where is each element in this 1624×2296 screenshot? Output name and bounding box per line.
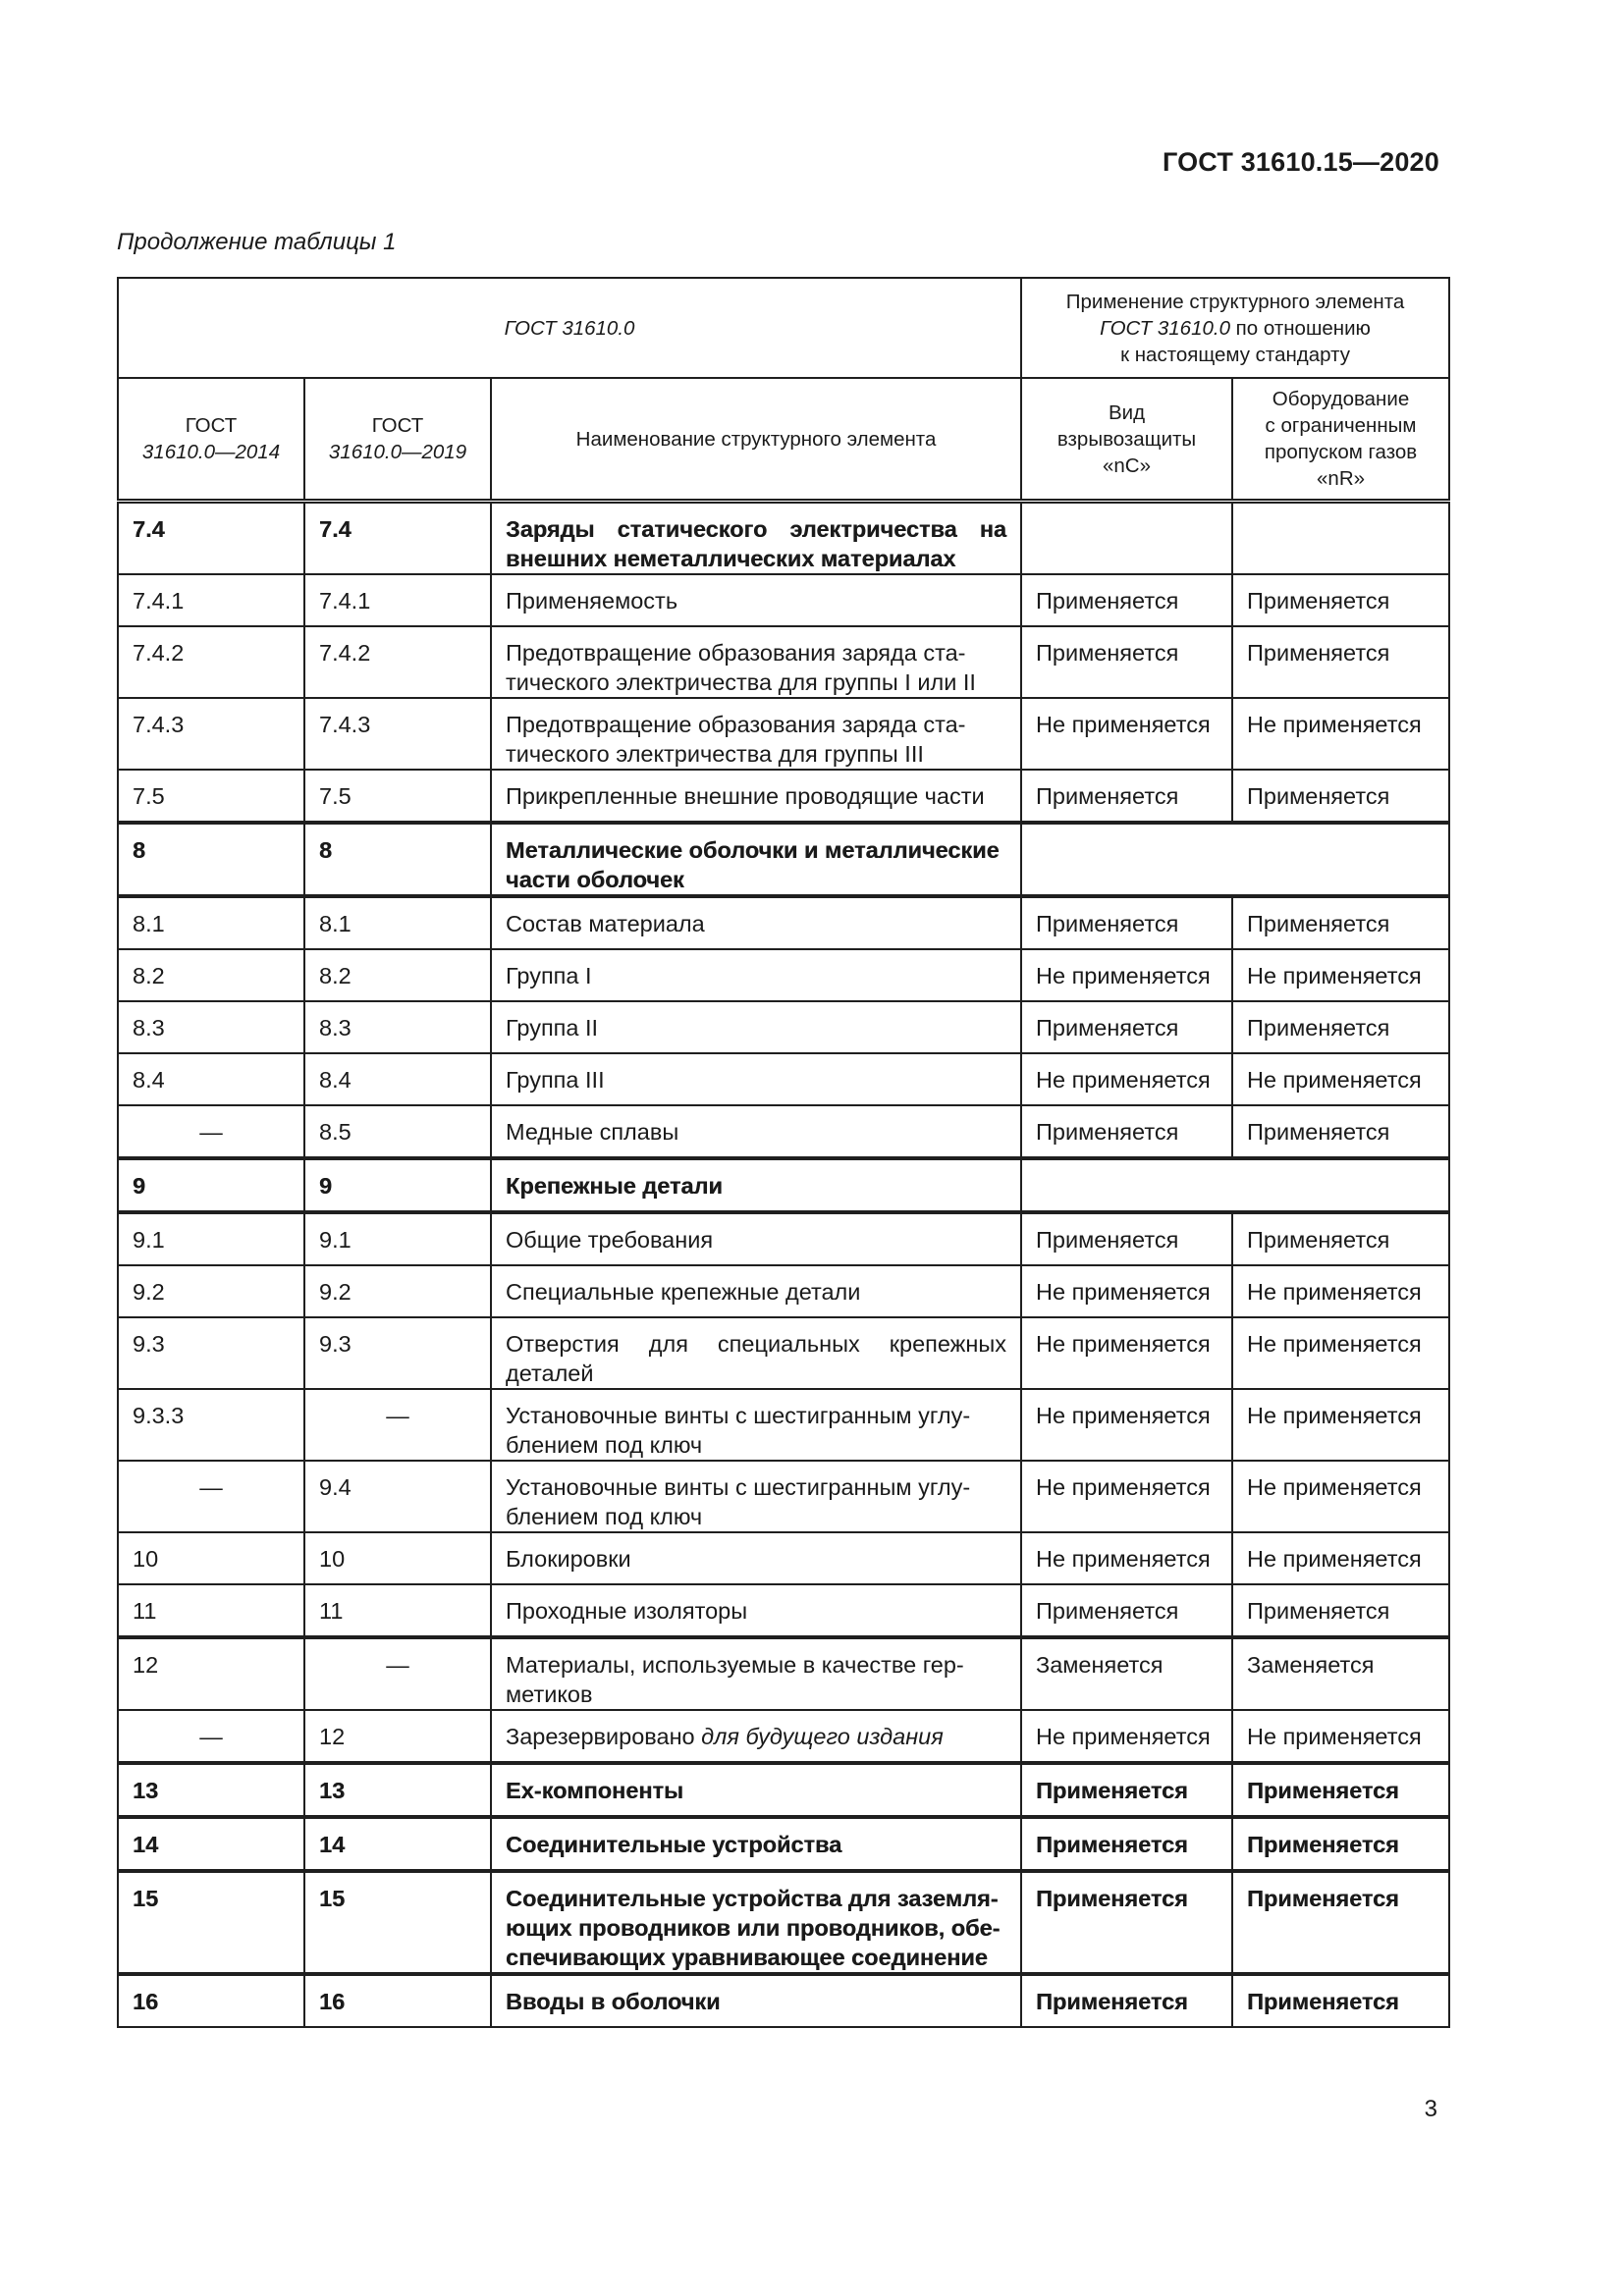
cell-clause-2014: —	[199, 1119, 223, 1145]
cell-nc: Не применяется	[1036, 1724, 1211, 1749]
cell-clause-2014: 9.1	[133, 1227, 165, 1253]
cell-element-name: Металлические оболочки и металлические части оболочек	[506, 837, 1000, 892]
cell-nc: Применяется	[1036, 783, 1179, 809]
cell-nr: Не применяется	[1247, 1724, 1422, 1749]
cell-element-name: Применяемость	[506, 588, 678, 614]
cell-nr: Применяется	[1247, 783, 1390, 809]
cell-nr: Не применяется	[1247, 1067, 1422, 1093]
header-col-2014: ГОСТ 31610.0—2014	[118, 378, 304, 502]
cell-clause-2014: 15	[133, 1886, 159, 1911]
cell-nc: Применяется	[1036, 1598, 1179, 1624]
cell-clause-2019: 12	[319, 1724, 346, 1749]
cell-clause-2019: 8.2	[319, 963, 352, 988]
cell-clause-2019: —	[386, 1403, 409, 1428]
table-row	[118, 1389, 1449, 1461]
cell-clause-2014: 7.4	[133, 516, 165, 542]
cell-element-name: Проходные изоляторы	[506, 1598, 748, 1624]
cell-clause-2019: 8.1	[319, 911, 352, 936]
cell-element-name: Материалы, используемые в качестве гер- метиков	[506, 1652, 964, 1707]
cell-clause-2019: 7.4.3	[319, 712, 371, 737]
cell-clause-2014: 8.4	[133, 1067, 165, 1093]
cell-nr: Не применяется	[1247, 1474, 1422, 1500]
cell-element-name: Общие требования	[506, 1227, 714, 1253]
cell-nr: Применяется	[1247, 588, 1390, 614]
cell-element-name: Соединительные устройства для заземля- ющих проводников или проводников, обе- спечивающих уравнивающее соединение	[506, 1886, 1001, 1970]
header-col-2019: ГОСТ 31610.0—2019	[304, 378, 491, 502]
cell-element-name: Прикрепленные внешние проводящие части	[506, 783, 985, 809]
cell-nr: Не применяется	[1247, 1279, 1422, 1305]
cell-nc: Заменяется	[1036, 1652, 1164, 1678]
cell-clause-2014: 11	[133, 1598, 157, 1624]
cell-nr	[1232, 502, 1449, 575]
table-row	[118, 1532, 1449, 1584]
table-row	[118, 949, 1449, 1001]
table-row	[118, 1053, 1449, 1105]
cell-nr: Применяется	[1247, 1886, 1399, 1911]
table-row	[118, 574, 1449, 626]
cell-clause-2019: 16	[319, 1989, 346, 2014]
table-row	[118, 1584, 1449, 1637]
document-code: ГОСТ 31610.15—2020	[1162, 147, 1439, 177]
cell-element-name: Заряды статического электричества на внешних неметаллических материалах	[506, 516, 1007, 571]
table-row	[118, 1265, 1449, 1317]
cell-clause-2014: 16	[133, 1989, 159, 2014]
cell-clause-2014: 8.1	[133, 911, 165, 936]
cell-clause-2019: 8.5	[319, 1119, 352, 1145]
table-row	[118, 1871, 1449, 1974]
cell-clause-2019: 9.1	[319, 1227, 352, 1253]
gost-correspondence-table	[117, 277, 1450, 2028]
cell-element-name: Группа III	[506, 1067, 605, 1093]
cell-nc: Применяется	[1036, 1886, 1188, 1911]
cell-nr: Заменяется	[1247, 1652, 1375, 1678]
cell-element-name: Ex-компоненты	[506, 1778, 684, 1803]
header-application-group: Применение структурного элемента ГОСТ 31610.0 по отношению к настоящему стандарту	[1021, 278, 1449, 378]
table-continuation-caption: Продолжение таблицы 1	[117, 229, 397, 255]
cell-nr: Не применяется	[1247, 963, 1422, 988]
cell-nc: Не применяется	[1036, 1474, 1211, 1500]
cell-clause-2014: 13	[133, 1778, 159, 1803]
table-row	[118, 896, 1449, 949]
cell-element-name: Крепежные детали	[506, 1173, 723, 1199]
table-row	[118, 1974, 1449, 2027]
cell-nr: Применяется	[1247, 1015, 1390, 1041]
table-row	[118, 1212, 1449, 1265]
cell-clause-2014: 7.5	[133, 783, 165, 809]
table-row	[118, 1317, 1449, 1389]
cell-nc	[1021, 502, 1232, 575]
cell-nr: Применяется	[1247, 1227, 1390, 1253]
cell-clause-2014: 12	[133, 1652, 159, 1678]
cell-application-merged	[1021, 1158, 1449, 1212]
cell-nc: Не применяется	[1036, 712, 1211, 737]
cell-nc: Применяется	[1036, 1832, 1188, 1857]
table-row	[118, 1105, 1449, 1158]
cell-clause-2019: 8	[319, 837, 333, 863]
cell-nc: Применяется	[1036, 911, 1179, 936]
cell-nc: Применяется	[1036, 640, 1179, 666]
cell-element-name: Специальные крепежные детали	[506, 1279, 861, 1305]
header-col-name: Наименование структурного элемента	[491, 378, 1021, 502]
cell-clause-2019: 11	[319, 1598, 344, 1624]
cell-element-name: Предотвращение образования заряда ста- тического электричества для группы I или II	[506, 640, 976, 695]
header-gost-group: ГОСТ 31610.0	[118, 278, 1021, 378]
cell-clause-2019: 8.4	[319, 1067, 352, 1093]
cell-nc: Применяется	[1036, 1015, 1179, 1041]
table-row	[118, 1817, 1449, 1871]
page-number: 3	[1424, 2096, 1437, 2122]
table-row	[118, 502, 1449, 575]
table-row	[118, 1001, 1449, 1053]
cell-element-name: Предотвращение образования заряда ста- тического электричества для группы III	[506, 712, 966, 767]
table-row	[118, 1461, 1449, 1532]
cell-nc: Не применяется	[1036, 1546, 1211, 1572]
cell-clause-2014: 9.2	[133, 1279, 165, 1305]
cell-nr: Применяется	[1247, 1119, 1390, 1145]
cell-element-name: Установочные винты с шестигранным углу- блением под ключ	[506, 1403, 971, 1458]
header-col-nr: Оборудование с ограниченным пропуском газов «nR»	[1232, 378, 1449, 502]
table-row	[118, 1763, 1449, 1817]
cell-nc: Не применяется	[1036, 963, 1211, 988]
cell-nr: Применяется	[1247, 1832, 1399, 1857]
cell-clause-2019: 7.4.1	[319, 588, 371, 614]
table-row	[118, 1710, 1449, 1763]
table-row	[118, 770, 1449, 823]
cell-nr: Применяется	[1247, 1598, 1390, 1624]
cell-nc: Применяется	[1036, 1119, 1179, 1145]
cell-clause-2019: 14	[319, 1832, 346, 1857]
cell-nr: Применяется	[1247, 1778, 1399, 1803]
cell-element-name: Вводы в оболочки	[506, 1989, 721, 2014]
cell-clause-2014: 7.4.2	[133, 640, 185, 666]
cell-nc: Не применяется	[1036, 1331, 1211, 1357]
cell-clause-2014: 14	[133, 1832, 159, 1857]
cell-nr: Применяется	[1247, 911, 1390, 936]
cell-clause-2014: 9.3.3	[133, 1403, 185, 1428]
cell-nr: Не применяется	[1247, 1331, 1422, 1357]
cell-application-merged	[1021, 823, 1449, 896]
cell-clause-2019: 9.2	[319, 1279, 352, 1305]
cell-clause-2019: 9.4	[319, 1474, 352, 1500]
cell-clause-2014: 9	[133, 1173, 146, 1199]
cell-clause-2019: 7.5	[319, 783, 352, 809]
cell-clause-2019: 9.3	[319, 1331, 352, 1357]
cell-nr: Применяется	[1247, 1989, 1399, 2014]
cell-clause-2014: 7.4.1	[133, 588, 185, 614]
cell-nr: Не применяется	[1247, 1403, 1422, 1428]
table-row	[118, 1158, 1449, 1212]
cell-clause-2019: 10	[319, 1546, 346, 1572]
cell-clause-2019: 8.3	[319, 1015, 352, 1041]
cell-clause-2019: 9	[319, 1173, 333, 1199]
cell-clause-2019: 15	[319, 1886, 346, 1911]
cell-nc: Применяется	[1036, 588, 1179, 614]
cell-element-name: Состав материала	[506, 911, 705, 936]
cell-clause-2019: 7.4.2	[319, 640, 371, 666]
cell-clause-2014: —	[199, 1724, 223, 1749]
cell-element-name: Отверстия для специальных крепежных деталей	[506, 1331, 1007, 1386]
cell-nc: Применяется	[1036, 1989, 1188, 2014]
cell-clause-2019: —	[386, 1652, 409, 1678]
cell-clause-2014: 7.4.3	[133, 712, 185, 737]
cell-clause-2014: 8.3	[133, 1015, 165, 1041]
cell-clause-2019: 13	[319, 1778, 346, 1803]
table-row	[118, 698, 1449, 770]
cell-nc: Не применяется	[1036, 1403, 1211, 1428]
cell-clause-2014: 9.3	[133, 1331, 165, 1357]
cell-element-name: Блокировки	[506, 1546, 631, 1572]
cell-element-name: Соединительные устройства	[506, 1832, 842, 1857]
cell-nr: Не применяется	[1247, 712, 1422, 737]
cell-clause-2014: 10	[133, 1546, 159, 1572]
cell-clause-2014: —	[199, 1474, 223, 1500]
cell-element-name: Зарезервировано для будущего издания	[506, 1724, 944, 1749]
cell-element-name: Группа I	[506, 963, 592, 988]
table-row	[118, 626, 1449, 698]
table-row	[118, 823, 1449, 896]
cell-nc: Применяется	[1036, 1227, 1179, 1253]
cell-element-name: Медные сплавы	[506, 1119, 679, 1145]
cell-nc: Не применяется	[1036, 1279, 1211, 1305]
cell-element-name: Группа II	[506, 1015, 599, 1041]
cell-clause-2014: 8.2	[133, 963, 165, 988]
cell-nr: Не применяется	[1247, 1546, 1422, 1572]
table-row	[118, 1637, 1449, 1710]
cell-clause-2019: 7.4	[319, 516, 352, 542]
cell-nr: Применяется	[1247, 640, 1390, 666]
header-col-nc: Вид взрывозащиты «nC»	[1021, 378, 1232, 502]
cell-nc: Не применяется	[1036, 1067, 1211, 1093]
cell-element-name: Установочные винты с шестигранным углу- блением под ключ	[506, 1474, 971, 1529]
cell-nc: Применяется	[1036, 1778, 1188, 1803]
cell-clause-2014: 8	[133, 837, 146, 863]
